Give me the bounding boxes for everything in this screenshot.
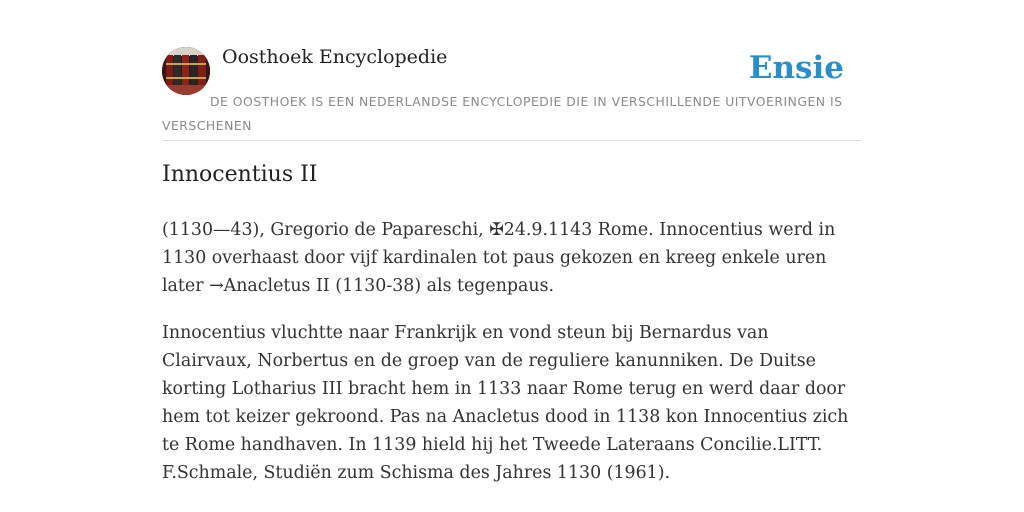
site-header	[162, 0, 862, 141]
article-title: Innocentius II	[162, 162, 318, 187]
article-paragraph-2: Innocentius vluchtte naar Frankrijk en vond steun bij Bernardus van Clairvaux, Norbertus en de groep van de reguliere kanunniken. De Duitse korting Lotharius III bracht hem in 1133 naar Rome terug en werd daar door hem tot keizer gekroond. Pas na Anacletus dood in 1138 kon Innocentius zich te Rome handhaven. In 1139 hield hij het Tweede Lateraans Concilie.LITT. F.Schmale, Studiën zum Schisma des Jahres 1130 (1961).	[162, 323, 849, 483]
site-name[interactable]: Oosthoek Encyclopedie	[222, 46, 448, 68]
paragraph-1-text: (1130—43), Gregorio de Papareschi, ✠24.9.1143 Rome. Innocentius werd in 1130 overhaast door vijf kardinalen tot paus gekozen en kreeg enkele uren later	[162, 220, 836, 296]
brand-logo-link[interactable]: Ensie	[748, 50, 844, 86]
site-tagline: DE OOSTHOEK IS EEN NEDERLANDSE ENCYCLOPEDIE DIE IN VERSCHILLENDE UITVOERINGEN IS VERSCHENEN	[162, 94, 843, 133]
article-body	[162, 216, 862, 506]
encyclopedia-books-icon[interactable]	[162, 47, 210, 95]
page-container	[162, 0, 862, 483]
anacletus-cross-link[interactable]: →Anacletus II	[209, 276, 330, 296]
paragraph-1-text-end: (1130-38) als tegenpaus.	[329, 276, 555, 296]
article-paragraph-1	[162, 216, 862, 300]
